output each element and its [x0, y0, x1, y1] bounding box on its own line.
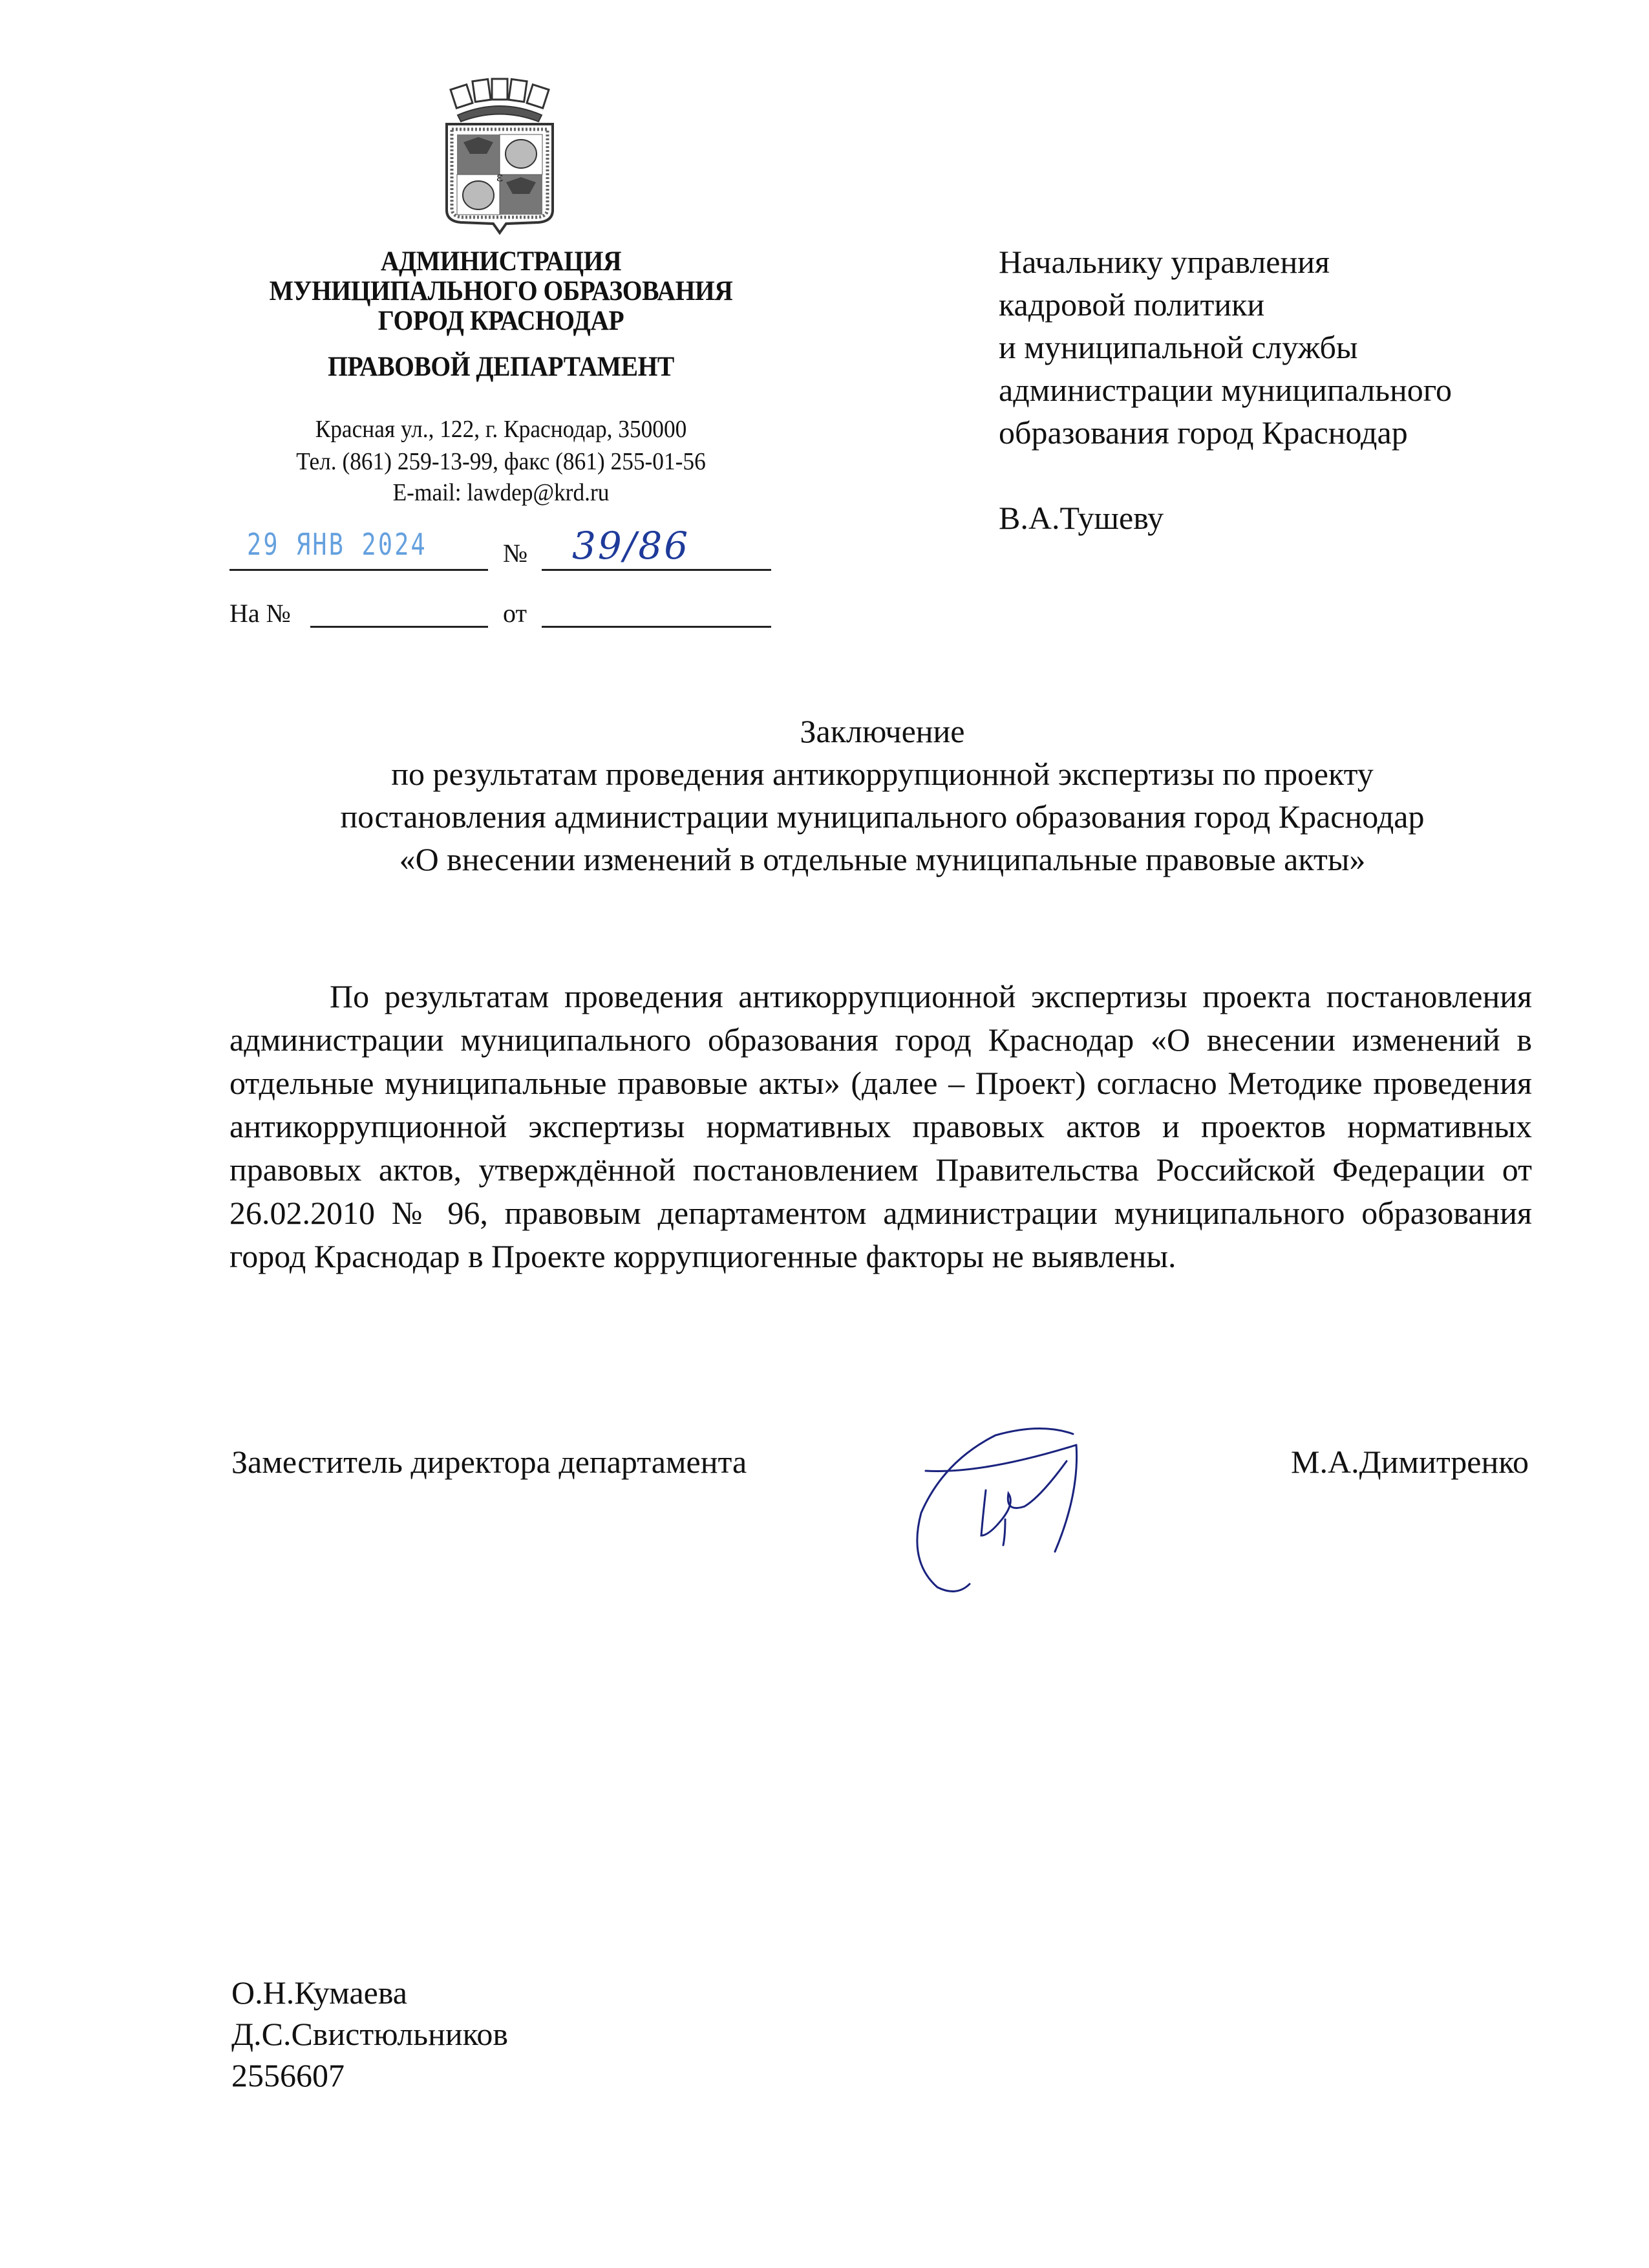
title-heading: Заключение — [800, 713, 965, 749]
executor-phone: 2556607 — [231, 2057, 345, 2093]
addressee-line: и муниципальной службы — [999, 329, 1358, 365]
department-name: ПРАВОВОЙ ДЕПАРТАМЕНТ — [328, 352, 674, 382]
addressee-name: В.А.Тушеву — [999, 500, 1164, 536]
phone-fax: Тел. (861) 259-13-99, факс (861) 255-01-56 — [296, 448, 706, 475]
addressee-line: кадровой политики — [999, 286, 1265, 323]
reply-from-label: от — [503, 599, 527, 628]
signatory-name: М.А.Димитренко — [1291, 1444, 1529, 1480]
executors-block — [231, 1972, 508, 2096]
document-title — [220, 710, 1545, 881]
addressee-block — [999, 241, 1452, 539]
executor-name: Д.С.Свистюльников — [231, 2016, 508, 2052]
addressee-line: образования город Краснодар — [999, 414, 1408, 451]
reply-to-field-line — [310, 626, 488, 628]
address: Красная ул., 122, г. Краснодар, 350000 — [315, 416, 687, 443]
org-name-line2: МУНИЦИПАЛЬНОГО ОБРАЗОВАНИЯ — [269, 276, 733, 306]
svg-text:ε: ε — [496, 169, 504, 184]
addressee-line: Начальнику управления — [999, 244, 1330, 280]
number-field-line — [542, 569, 771, 571]
org-name-line1: АДМИНИСТРАЦИЯ — [380, 246, 622, 277]
date-field-line — [229, 569, 488, 571]
date-stamp: 29 ЯНВ 2024 — [247, 527, 427, 562]
executor-name: О.Н.Кумаева — [231, 1974, 407, 2011]
coat-of-arms-icon — [442, 78, 558, 236]
outgoing-number-handwritten: 39/86 — [572, 524, 690, 568]
reply-to-label: На № — [229, 599, 291, 628]
handwritten-signature-icon — [886, 1422, 1099, 1597]
email: E-mail: lawdep@krd.ru — [392, 479, 610, 506]
number-label: № — [503, 539, 528, 568]
reply-from-field-line — [542, 626, 771, 628]
title-line: постановления администрации муниципального образования город Краснодар — [340, 798, 1425, 835]
title-line: «О внесении изменений в отдельные муниципальные правовые акты» — [399, 841, 1366, 877]
title-line: по результатам проведения антикоррупционной экспертизы по проекту — [391, 756, 1374, 792]
org-name-line3: ГОРОД КРАСНОДАР — [378, 306, 624, 336]
addressee-line: администрации муниципального — [999, 372, 1452, 408]
body-paragraph: По результатам проведения антикоррупционной экспертизы проекта постановления администрации муниципального образования город Краснодар «О внесении изменений в отдельные муниципальные правовые акты» (далее – Проект) согласно Методике проведения антикоррупционной экспертизы нормативных правовых актов и проектов нормативных правовых актов, утверждённой постановлением Правительства Российской Федерации от 26.02.2010 № 96, правовым департаментом администрации муниципального образования город Краснодар в Проекте коррупциогенные факторы не выявлены. — [229, 978, 1532, 1274]
signatory-position: Заместитель директора департамента — [231, 1444, 747, 1480]
